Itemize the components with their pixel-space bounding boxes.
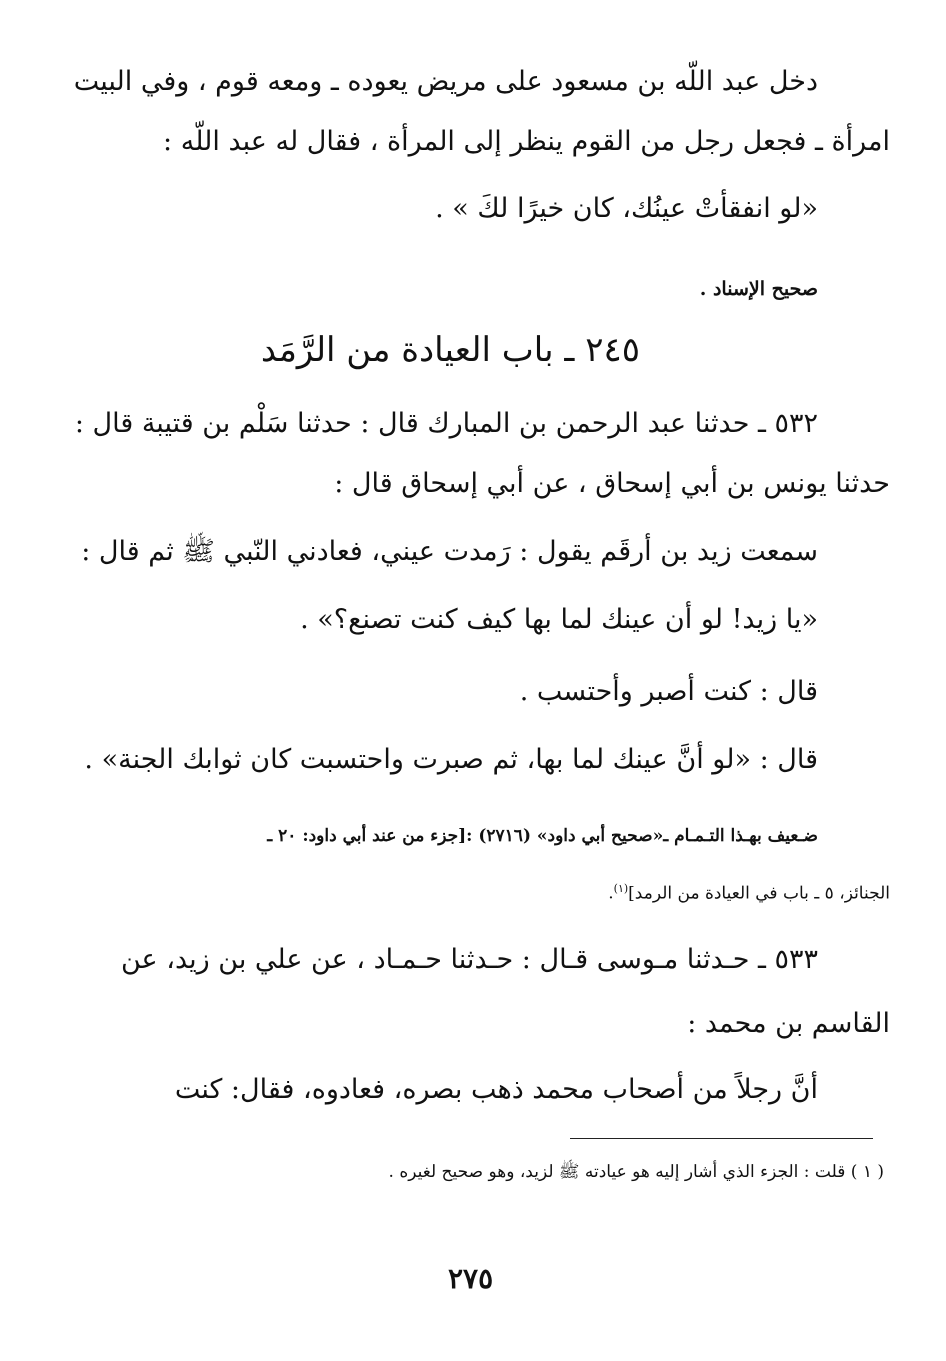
hadith-532-line-5: قال : كنت أصبر وأحتسب . (519, 676, 818, 707)
hadith-532-line-2: حدثنا يونس بن أبي إسحاق ، عن أبي إسحاق قال : (334, 468, 890, 499)
grading-line-2: ضـعيف بهـذا التـمـام ـ«صحيح أبي داود» (٢٧١٦) :[جزء من عند أبي داود: ٢٠ ـ (267, 826, 818, 846)
hadith-533-line-1: ٥٣٣ ـ حـدثنا مـوسى قـال : حـدثنا حـمـاد ، عن علي بن زيد، عن (121, 944, 818, 975)
grading-line-3 (608, 882, 890, 904)
hadith-532-line-1: ٥٣٢ ـ حدثنا عبد الرحمن بن المبارك قال : حدثنا سَلْم بن قتيبة قال : (74, 408, 818, 439)
quote-line-1: «لو انفقأتْ عينُك، كان خيرًا لكَ » . (435, 193, 818, 224)
chapter-heading: ٢٤٥ ـ باب العيادة من الرَّمَد (260, 330, 640, 370)
footnote-text: ( ١ ) قلت : الجزء الذي أشار إليه هو عيادته ﷺ لزيد، وهو صحيح لغيره . (388, 1162, 884, 1182)
hadith-532-line-4: «يا زيد! لو أن عينك لما بها كيف كنت تصنع؟» . (300, 604, 818, 635)
hadith-533-line-2: القاسم بن محمد : (687, 1008, 890, 1039)
text-line-1: دخل عبد اللّه بن مسعود على مريض يعوده ـ ومعه قوم ، وفي البيت (73, 66, 818, 97)
text-line-2: امرأة ـ فجعل رجل من القوم ينظر إلى المرأة ، فقال له عبد اللّه : (163, 126, 890, 157)
footnote-divider (570, 1138, 873, 1139)
grading-line-3-text: الجنائز، ٥ ـ باب في العيادة من الرمد] (628, 883, 890, 904)
hadith-532-line-6: قال : «لو أنَّ عينك لما بها، ثم صبرت واحتسبت كان ثوابك الجنة» . (84, 744, 818, 775)
footnote-marker: (١) (613, 882, 629, 895)
grading-line-3-period: . (608, 883, 614, 904)
hadith-533-line-3: أنَّ رجلاً من أصحاب محمد ذهب بصره، فعادوه، فقال: كنت (174, 1074, 818, 1105)
page-number: ٢٧٥ (448, 1262, 494, 1295)
hadith-532-line-3: سمعت زيد بن أرقَم يقول : رَمدت عيني، فعادني النّبي ﷺ ثم قال : (81, 536, 818, 567)
grading-line-1: صحيح الإسناد . (699, 278, 818, 300)
